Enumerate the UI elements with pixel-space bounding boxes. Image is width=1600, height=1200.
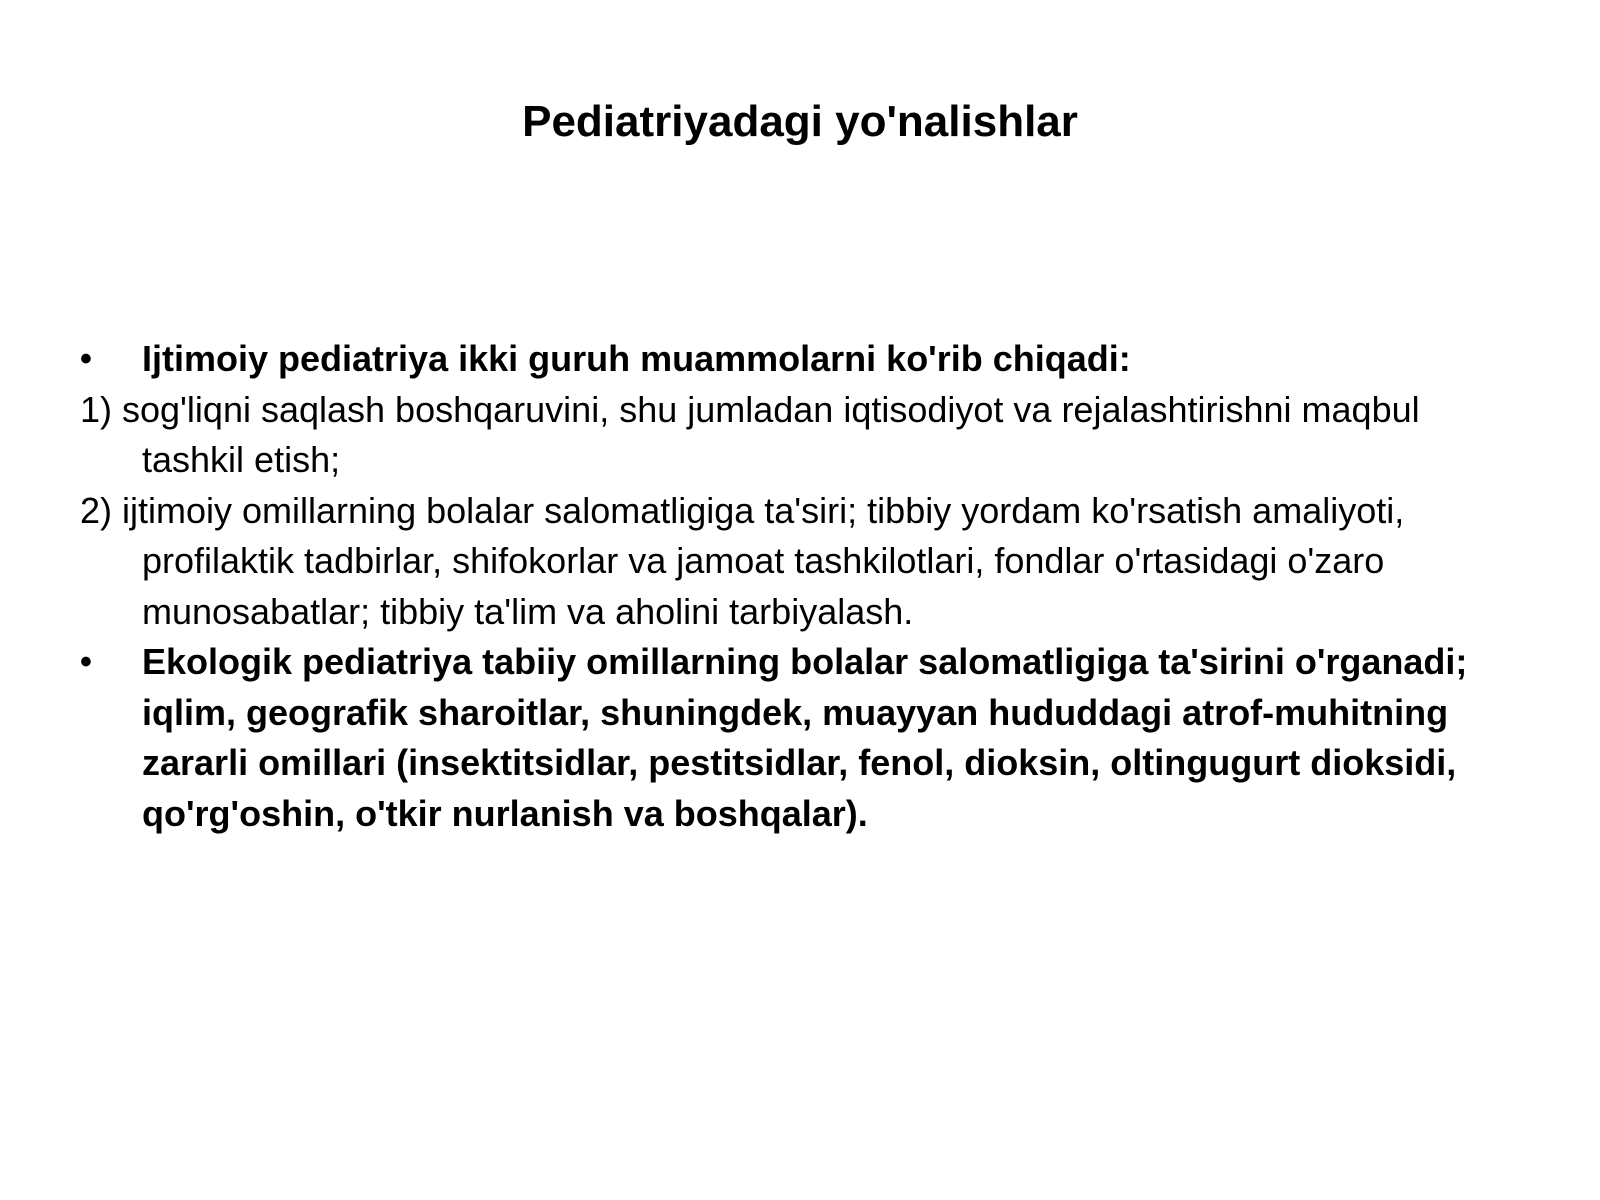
bullet-icon: •: [80, 340, 92, 378]
numbered-item-1: [80, 385, 1520, 486]
numbered-item-2: [80, 486, 1520, 638]
bullet-icon: •: [80, 643, 92, 681]
numbered-text: 1) sog'liqni saqlash boshqaruvini, shu jumladan iqtisodiyot va rejalashtirishni maqbul tashkil etish;: [80, 388, 1420, 480]
bullet-text: Ekologik pediatriya tabiiy omillarning bolalar salomatligiga ta'sirini o'rganadi; iqlim, geografik sharoitlar, shuningdek, muayyan hududdagi atrof-muhitning zararli omillari (insektitsidlar, pestitsidlar, fenol, dioksin, oltingugurt dioksidi, qo'rg'oshin, o'tkir nurlanish va boshqalar).: [142, 641, 1468, 834]
slide-title: Pediatriyadagi yo'nalishlar: [522, 97, 1078, 146]
bullet-text: Ijtimoiy pediatriya ikki guruh muammolarni ko'rib chiqadi:: [142, 338, 1131, 379]
bullet-item-social-pediatrics: [80, 334, 1520, 385]
numbered-text: 2) ijtimoiy omillarning bolalar salomatligiga ta'siri; tibbiy yordam ko'rsatish amaliyoti, profilaktik tadbirlar, shifokorlar va jamoat tashkilotlari, fondlar o'rtasidagi o'zaro munosabatlar; tibbiy ta'lim va aholini tarbiyalash.: [80, 489, 1405, 632]
slide-content: [80, 334, 1520, 839]
bullet-item-ecological-pediatrics: [80, 637, 1520, 839]
